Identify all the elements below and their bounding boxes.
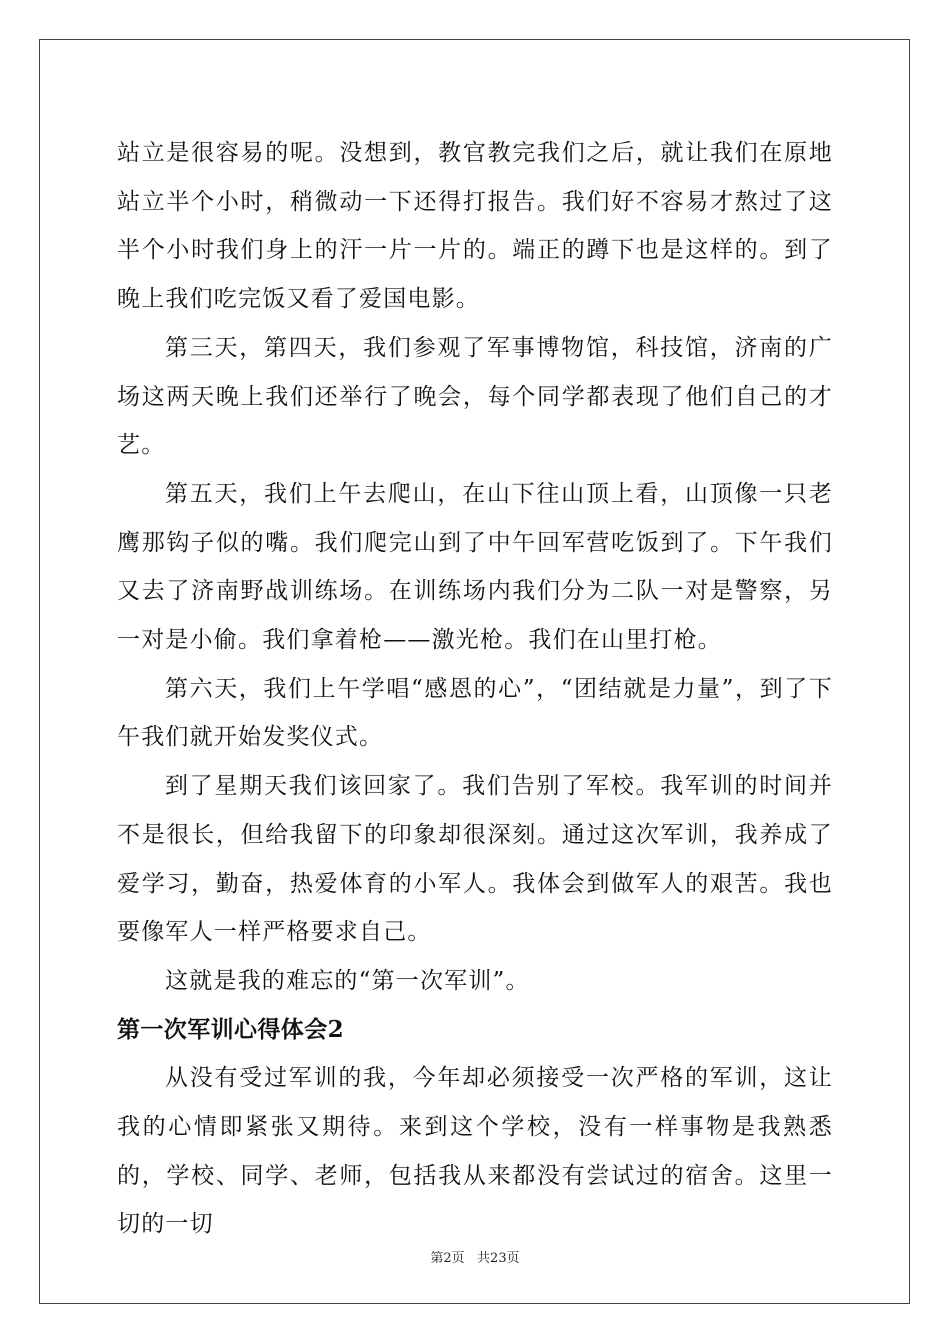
paragraph-1: 站立是很容易的呢。没想到，教官教完我们之后，就让我们在原地站立半个小时，稍微动一下还得打报告。我们好不容易才熬过了这半个小时我们身上的汗一片一片的。端正的蹲下也是这样的。到了晚上我们吃完饭又看了爱国电影。 — [117, 140, 833, 313]
page-number-footer: 第2页 共23页 — [430, 1251, 520, 1266]
paragraph-6: 这就是我的难忘的“第一次军训”。 — [165, 967, 530, 994]
paragraph-5: 到了星期天我们该回家了。我们告别了军校。我军训的时间并不是很长，但给我留下的印象却很深刻。通过这次军训，我养成了爱学习，勤奋，热爱体育的小军人。我体会到做军人的艰苦。我也要像军人一样严格要求自己。 — [117, 773, 833, 946]
paragraph-4: 第六天，我们上午学唱“感恩的心”，“团结就是力量”，到了下午我们就开始发奖仪式。 — [117, 675, 833, 751]
section-heading: 第一次军训心得体会2 — [117, 1015, 345, 1043]
paragraph-3: 第五天，我们上午去爬山，在山下往山顶上看，山顶像一只老鹰那钩子似的嘴。我们爬完山到了中午回军营吃饭到了。下午我们又去了济南野战训练场。在训练场内我们分为二队一对是警察，另一对是小偷。我们拿着枪——激光枪。我们在山里打枪。 — [117, 480, 833, 654]
paragraph-2: 第三天，第四天，我们参观了军事博物馆，科技馆，济南的广场这两天晚上我们还举行了晚会，每个同学都表现了他们自己的才艺。 — [117, 334, 833, 459]
document-body — [117, 129, 833, 1249]
paragraph-7: 从没有受过军训的我，今年却必须接受一次严格的军训，这让我的心情即紧张又期待。来到这个学校，没有一样事物是我熟悉的，学校、同学、老师，包括我从来都没有尝试过的宿舍。这里一切的一切 — [117, 1065, 833, 1238]
